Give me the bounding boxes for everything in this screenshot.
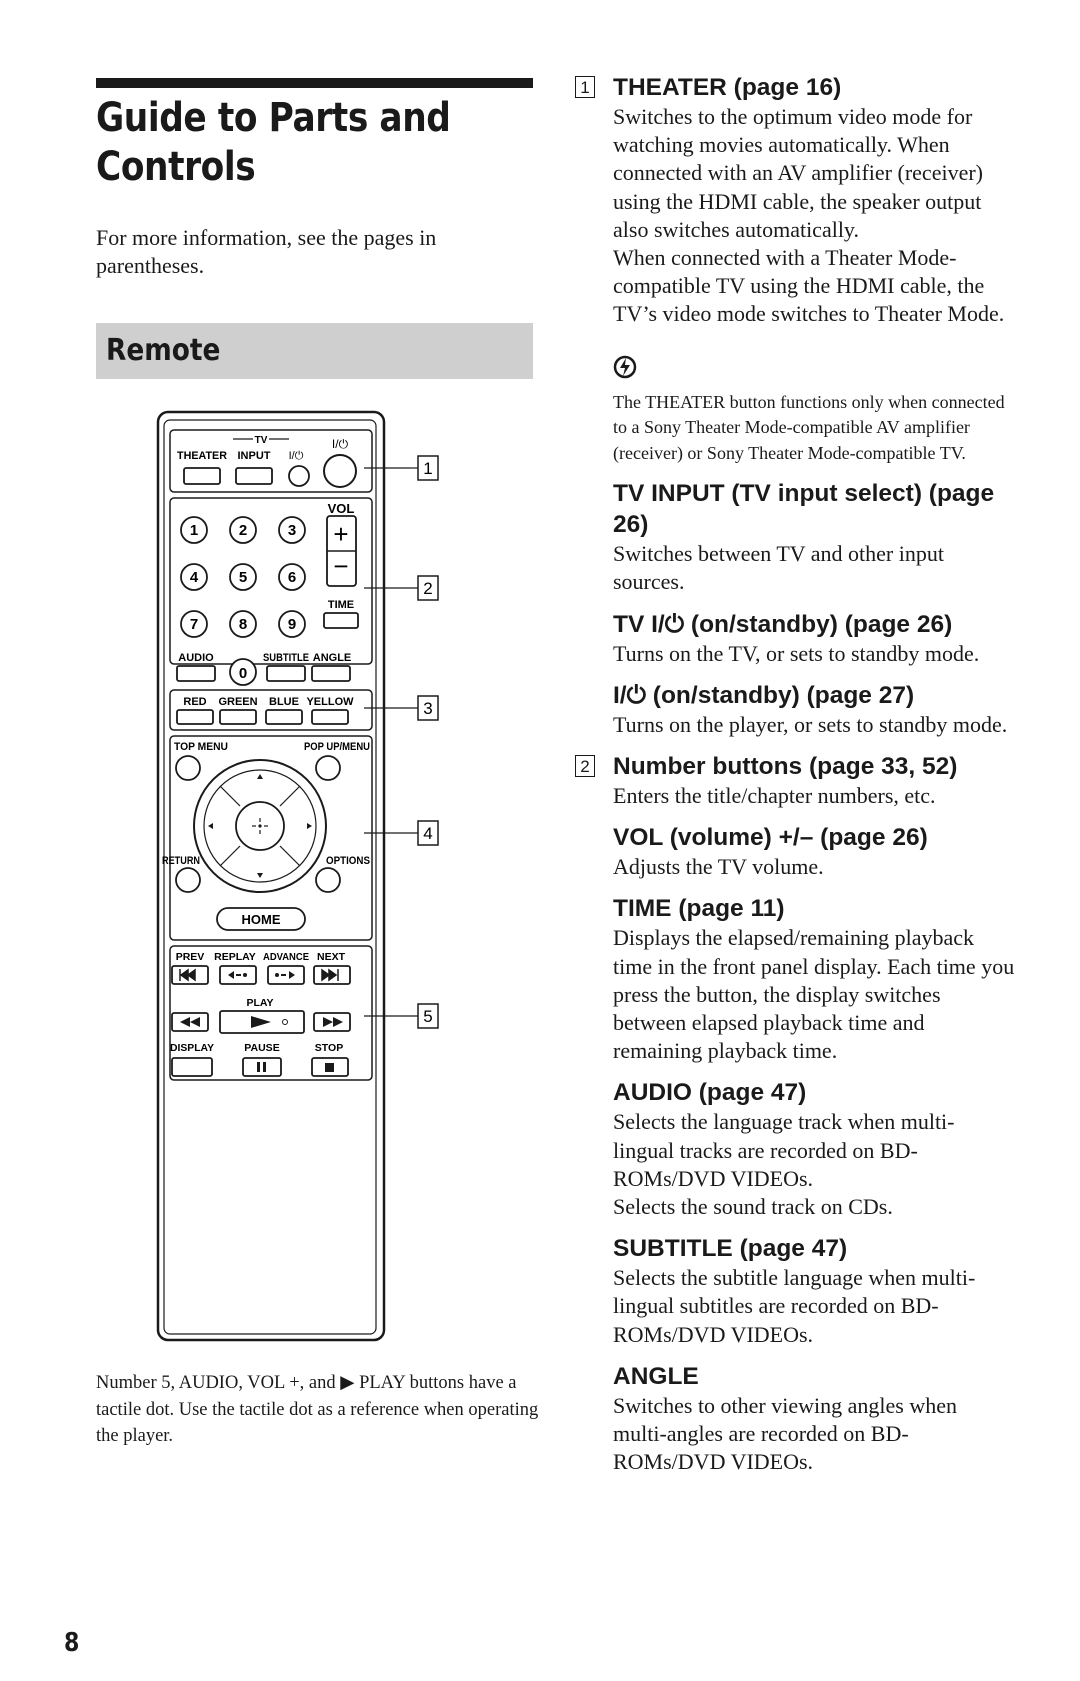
entry-body: Switches between TV and other input sources.: [613, 541, 944, 595]
callout-5-label: 5: [423, 1007, 433, 1026]
entry-time: [575, 893, 1015, 1065]
entry-angle: [575, 1361, 1015, 1477]
section-header: [96, 323, 533, 379]
angle-button[interactable]: [312, 666, 350, 681]
number-0-label: 0: [238, 665, 248, 682]
play-label: PLAY: [246, 997, 274, 1009]
entry-heading: THEATER (page 16): [613, 74, 842, 101]
entry-body: Enters the title/chapter numbers, etc.: [613, 782, 936, 808]
number-2-label: 2: [238, 522, 248, 539]
yellow-button[interactable]: [312, 710, 348, 724]
red-label: RED: [183, 696, 207, 708]
entry-heading: TV INPUT (TV input select) (page 26): [613, 480, 995, 539]
power-button[interactable]: [324, 455, 356, 487]
blue-label: BLUE: [269, 696, 299, 708]
number-9-label: 9: [287, 616, 297, 633]
top-menu-button[interactable]: [176, 756, 200, 780]
next-label: NEXT: [316, 951, 346, 963]
popup-menu-button[interactable]: [316, 756, 340, 780]
replay-label: REPLAY: [214, 951, 256, 963]
entry-heading: I/⏻ (on/standby) (page 27): [613, 681, 915, 709]
entry-theater: [575, 72, 1015, 466]
entry-heading: SUBTITLE (page 47): [613, 1235, 848, 1263]
subtitle-button[interactable]: [267, 666, 305, 681]
input-button[interactable]: [236, 468, 272, 484]
display-label: DISPLAY: [170, 1042, 214, 1054]
page-number: 8: [64, 1628, 80, 1658]
tv-power-button[interactable]: [289, 466, 309, 486]
number-4-label: 4: [189, 569, 199, 586]
number-8-label: 8: [238, 616, 248, 633]
entry-power: [575, 680, 1015, 739]
tv-power-label: I/⏻: [288, 450, 304, 462]
entry-heading: VOL (volume) +/– (page 26): [613, 824, 928, 852]
number-7-label: 7: [189, 616, 199, 633]
tip-icon: [613, 355, 637, 379]
callout-2-label: 2: [423, 579, 433, 598]
audio-button[interactable]: [177, 666, 215, 681]
entry-body: Switches to other viewing angles when multi-angles are recorded on BD-ROMs/DVD VIDEOs.: [613, 1392, 957, 1475]
display-button[interactable]: [172, 1058, 212, 1076]
vol-minus-button[interactable]: −: [333, 551, 349, 581]
green-button[interactable]: [220, 710, 256, 724]
red-button[interactable]: [177, 710, 213, 724]
popup-menu-label: POP UP/MENU: [304, 741, 371, 753]
green-label: GREEN: [218, 696, 258, 708]
descriptions-column: [575, 72, 1015, 1476]
page-title: [96, 94, 474, 192]
options-button[interactable]: [316, 868, 340, 892]
options-label: OPTIONS: [326, 855, 370, 867]
vol-plus-button[interactable]: +: [333, 519, 349, 549]
entry-body-2: When connected with a Theater Mode-compatible TV using the HDMI cable, the TV’s video mode switches to Theater Mode.: [613, 245, 1005, 327]
callout-3-label: 3: [423, 699, 433, 718]
tip-text: The THEATER button functions only when connected to a Sony Theater Mode-compatible AV amplifier (receiver) or Sony Theater Mode-compatible TV.: [613, 391, 1005, 463]
number-1-label: 1: [189, 522, 199, 539]
entry-body: Displays the elapsed/remaining playback time in the front panel display. Each time you press the button, the display switches between elapsed playback time and remaining playback time.: [613, 925, 1015, 1064]
entry-body: Adjusts the TV volume.: [613, 854, 824, 880]
pause-label: PAUSE: [244, 1042, 280, 1054]
audio-label: AUDIO: [178, 652, 214, 664]
number-3-label: 3: [287, 522, 297, 539]
entry-tv-power: [575, 609, 1015, 668]
title-rule: [96, 78, 533, 88]
number-5-label: 5: [238, 569, 248, 586]
entry-heading: Number buttons (page 33, 52): [613, 752, 958, 780]
entry-heading: TIME (page 11): [613, 895, 785, 923]
callout-4-label: 4: [423, 824, 433, 843]
entry-heading: AUDIO (page 47): [613, 1079, 807, 1107]
entry-tv-input: [575, 478, 1015, 596]
remote-illustration: [150, 408, 480, 1348]
section-title: Remote: [106, 333, 221, 368]
callout-1-label: 1: [423, 459, 433, 478]
entry-number-1: 1: [575, 76, 595, 98]
return-button[interactable]: [176, 868, 200, 892]
return-label: RETURN: [162, 855, 201, 867]
entry-number-2: 2: [575, 755, 595, 777]
entry-body: Turns on the TV, or sets to standby mode.: [613, 640, 980, 666]
entry-body: Turns on the player, or sets to standby mode.: [613, 711, 1008, 737]
page-title-line-1: Guide to Parts and: [96, 95, 451, 141]
yellow-label: YELLOW: [306, 696, 354, 708]
home-label: HOME: [241, 912, 281, 927]
blue-button[interactable]: [266, 710, 302, 724]
entry-body: Switches to the optimum video mode for watching movies automatically. When connected with an AV amplifier (receiver) using the HDMI cable, the speaker output also switches automatically.: [613, 104, 983, 242]
entry-vol: [575, 822, 1015, 881]
number-6-label: 6: [287, 569, 297, 586]
tv-group-label: TV: [254, 435, 268, 446]
page-title-line-2: Controls: [96, 144, 256, 190]
top-menu-label: TOP MENU: [174, 741, 229, 753]
entry-body: Selects the subtitle language when multi-lingual subtitles are recorded on BD-ROMs/DVD VIDEOs.: [613, 1265, 976, 1347]
entry-number-buttons: [575, 751, 1015, 810]
power-label: I/⏻: [331, 437, 349, 451]
theater-button[interactable]: [184, 468, 220, 484]
subtitle-label: SUBTITLE: [263, 652, 309, 664]
angle-label: ANGLE: [312, 652, 352, 664]
pause-icon: [257, 1062, 260, 1072]
time-button[interactable]: [324, 613, 358, 628]
advance-label: ADVANCE: [263, 951, 309, 963]
entry-subtitle: [575, 1233, 1015, 1349]
intro-text: For more information, see the pages in parentheses.: [96, 225, 437, 278]
entry-heading: ANGLE: [613, 1362, 699, 1390]
entry-body-2: Selects the sound track on CDs.: [613, 1193, 893, 1219]
tactile-dot-note: Number 5, AUDIO, VOL +, and ▶ PLAY buttons have a tactile dot. Use the tactile dot as a reference when operating the player.: [96, 1373, 539, 1446]
input-label: INPUT: [237, 450, 271, 462]
theater-label: THEATER: [177, 450, 228, 462]
entry-audio: [575, 1077, 1015, 1221]
stop-icon: [325, 1063, 334, 1072]
entry-heading: TV I/⏻ (on/standby) (page 26): [613, 610, 953, 638]
pause-button[interactable]: [243, 1058, 281, 1076]
entry-body: Selects the language track when multi-lingual tracks are recorded on BD-ROMs/DVD VIDEOs.: [613, 1109, 955, 1191]
vol-label: VOL: [327, 501, 355, 516]
prev-label: PREV: [175, 951, 205, 963]
time-label: TIME: [327, 599, 355, 611]
stop-label: STOP: [314, 1042, 344, 1054]
